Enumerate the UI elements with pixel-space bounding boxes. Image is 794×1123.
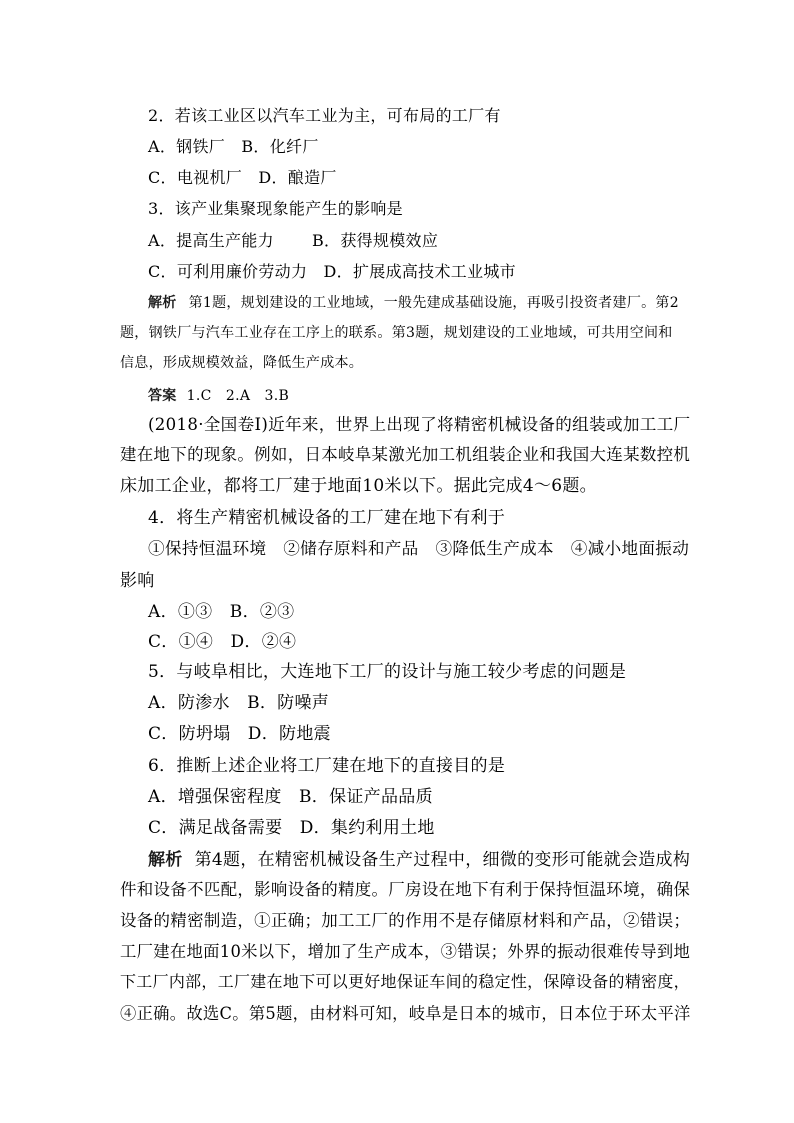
- question-5-stem: 5．与岐阜相比，大连地下工厂的设计与施工较少考虑的问题是: [148, 662, 627, 682]
- question-4-options-ab: A．①③ B．②③: [148, 602, 295, 622]
- question-5-options-cd: C．防坍塌 D．防地震: [148, 724, 331, 744]
- analysis-2-line-2: 件和设备不匹配，影响设备的精度。厂房设在地下有利于保持恒温环境，确保: [120, 880, 691, 899]
- question-2-options-ab: A．钢铁厂 B．化纤厂: [148, 137, 319, 156]
- intro-line-3: 床加工企业，都将工厂建于地面10米以下。据此完成4～6题。: [120, 476, 597, 496]
- analysis-2-line-5: 下工厂内部，工厂建在地下可以更好地保证车间的稳定性，保障设备的精密度，: [120, 972, 690, 991]
- question-4-statements-line-1: ①保持恒温环境 ②储存原料和产品 ③降低生产成本 ④减小地面振动: [148, 539, 690, 558]
- question-2-stem: 2．若该工业区以汽车工业为主，可布局的工厂有: [148, 106, 501, 125]
- analysis-1-first-line: [148, 292, 679, 312]
- analysis-1-line-1: 第1题，规划建设的工业地域，一般先建成基础设施，再吸引投资者建厂。第2: [188, 295, 679, 311]
- analysis-2-line-4: 工厂建在地面10米以下，增加了生产成本，③错误；外界的振动很难传导到地: [120, 942, 691, 961]
- question-4-stem: 4．将生产精密机械设备的工厂建在地下有利于: [148, 508, 506, 528]
- answer-tag: 答案: [148, 388, 177, 404]
- analysis-2-first-line: [148, 845, 690, 870]
- answer-line: [148, 385, 289, 405]
- question-3-stem: 3．该产业集聚现象能产生的影响是: [148, 199, 403, 218]
- intro-line-2: 建在地下的现象。例如，日本岐阜某激光加工机组装企业和我国大连某数控机: [120, 445, 691, 464]
- question-4-statements-line-2: 影响: [120, 571, 155, 591]
- question-3-option-b: B．获得规模效应: [312, 231, 439, 250]
- analysis-2-line-3: 设备的精密制造，①正确；加工工厂的作用不是存储原材料和产品，②错误；: [120, 911, 691, 930]
- question-6-stem: 6．推断上述企业将工厂建在地下的直接目的是: [148, 756, 506, 776]
- question-4-options-cd: C．①④ D．②④: [148, 632, 297, 652]
- analysis-1-line-2: 题，钢铁厂与汽车工业存在工序上的联系。第3题，规划建设的工业地域，可共用空间和: [120, 325, 673, 341]
- question-5-options-ab: A．防渗水 B．防噪声: [148, 693, 330, 713]
- analysis-2-line-6: ④正确。故选C。第5题，由材料可知，岐阜是日本的城市，日本位于环太平洋: [120, 1004, 691, 1023]
- question-2-options-cd: C．电视机厂 D．酿造厂: [148, 168, 337, 187]
- question-3-option-a: A．提高生产能力: [148, 231, 274, 250]
- intro-line-1: (2018·全国卷Ⅰ)近年来，世界上出现了将精密机械设备的组装或加工工厂: [148, 415, 691, 434]
- analysis-2-line-1: 第4题，在精密机械设备生产过程中，细微的变形可能就会造成构: [194, 850, 691, 870]
- question-6-options-cd: C．满足战备需要 D．集约利用土地: [148, 818, 435, 838]
- question-6-options-ab: A．增强保密程度 B．保证产品品质: [148, 787, 433, 807]
- question-3-options-cd: C．可利用廉价劳动力 D．扩展成高技术工业城市: [148, 262, 516, 281]
- analysis-tag: 解析: [148, 850, 183, 870]
- analysis-tag: 解析: [148, 295, 177, 311]
- answer-text: 1.C 2.A 3.B: [186, 388, 290, 404]
- analysis-1-line-3: 信息，形成规模效益，降低生产成本。: [120, 355, 364, 371]
